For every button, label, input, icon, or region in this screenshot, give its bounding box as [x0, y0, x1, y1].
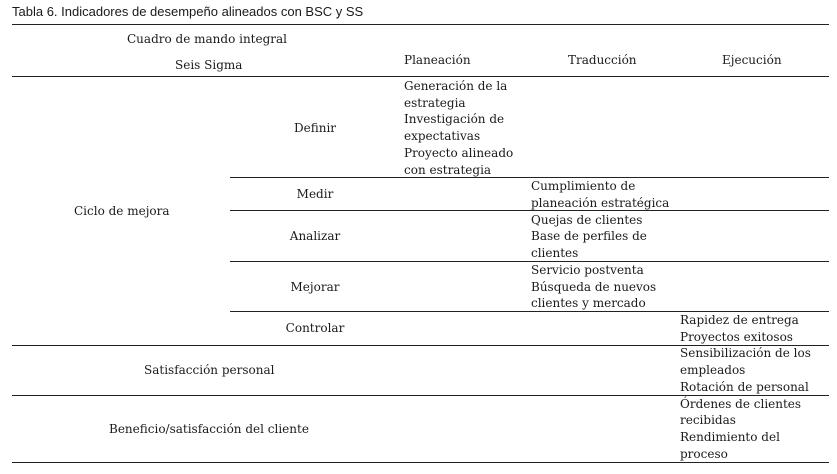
row-label-beneficio: Beneficio/satisfacción del cliente [109, 422, 309, 436]
controlar-ejecucion-2: Proyectos exitosos [680, 330, 793, 344]
header-bsc: Cuadro de mando integral [127, 32, 288, 46]
column-header-planeacion: Planeación [404, 53, 471, 67]
header-ss: Seis Sigma [175, 58, 243, 72]
definir-planeacion-6: con estrategia [404, 163, 492, 177]
analizar-traduccion-3: clientes [531, 246, 579, 260]
rule-analizar-mejorar [230, 261, 829, 262]
definir-planeacion-4: expectativas [404, 129, 481, 143]
column-header-traduccion: Traducción [568, 53, 637, 67]
row-label-ciclo: Ciclo de mejora [74, 204, 170, 218]
table-caption: Tabla 6. Indicadores de desempeño alineados con BSC y SS [12, 4, 364, 19]
medir-traduccion-2: planeación estratégica [531, 196, 670, 210]
definir-planeacion-5: Proyecto alineado [404, 146, 514, 160]
phase-definir: Definir [293, 121, 337, 135]
mejorar-traduccion-1: Servicio postventa [531, 263, 644, 277]
phase-mejorar: Mejorar [290, 280, 340, 294]
beneficio-ejecucion-4: proceso [680, 447, 728, 461]
phase-analizar: Analizar [289, 229, 341, 243]
column-header-ejecucion: Ejecución [722, 53, 782, 67]
beneficio-ejecucion-1: Órdenes de clientes [680, 397, 802, 411]
analizar-traduccion-2: Base de perfiles de [531, 229, 647, 243]
medir-traduccion-1: Cumplimiento de [531, 179, 636, 193]
row-label-satisfaccion: Satisfacción personal [144, 363, 275, 377]
satisfaccion-ejecucion-2: empleados [680, 363, 746, 377]
controlar-ejecucion-1: Rapidez de entrega [680, 313, 799, 327]
rule-header-bottom [12, 76, 829, 77]
definir-planeacion-1: Generación de la [404, 79, 508, 93]
definir-planeacion-3: Investigación de [404, 112, 505, 126]
mejorar-traduccion-2: Búsqueda de nuevos [531, 280, 657, 294]
beneficio-ejecucion-3: Rendimiento del [680, 430, 780, 444]
phase-medir: Medir [296, 187, 334, 201]
rule-top [12, 24, 829, 25]
mejorar-traduccion-3: clientes y mercado [531, 296, 646, 310]
beneficio-ejecucion-2: recibidas [680, 413, 736, 427]
definir-planeacion-2: estrategia [404, 96, 466, 110]
satisfaccion-ejecucion-3: Rotación de personal [680, 380, 809, 394]
phase-controlar: Controlar [285, 321, 345, 335]
rule-medir-analizar [230, 210, 829, 211]
analizar-traduccion-1: Quejas de clientes [531, 213, 643, 227]
satisfaccion-ejecucion-1: Sensibilización de los [680, 346, 811, 360]
rule-definir-medir [230, 177, 829, 178]
